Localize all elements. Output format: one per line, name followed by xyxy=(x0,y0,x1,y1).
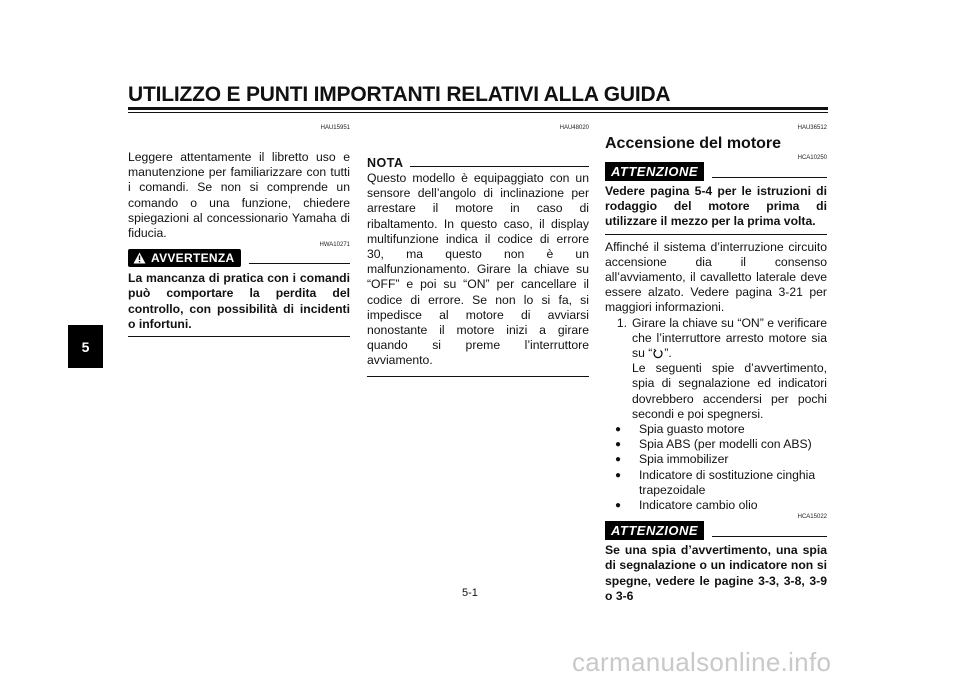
attention-text: Vedere pagina 5-4 per le istruzioni di rodaggio del motore prima di utilizzare il mezzo per la prima volta. xyxy=(605,184,827,229)
note-header xyxy=(367,156,589,170)
reference-code: HWA10271 xyxy=(319,242,350,249)
warning-header xyxy=(128,249,350,267)
reference-code: HCA15022 xyxy=(797,514,827,521)
column-left xyxy=(128,124,350,337)
column-right xyxy=(605,124,827,604)
divider xyxy=(605,234,827,235)
page-title: UTILIZZO E PUNTI IMPORTANTI RELATIVI ALLA GUIDA xyxy=(128,83,671,106)
divider xyxy=(367,376,589,377)
bullet-icon: ● xyxy=(615,439,622,451)
chapter-tab: 5 xyxy=(68,325,103,368)
step-number: 1. xyxy=(616,315,627,330)
list-item xyxy=(605,468,827,498)
warning-text: La mancanza di pratica con i comandi può comportare la perdita del controllo, con possibilità di incidenti o infortuni. xyxy=(128,271,350,331)
divider xyxy=(410,166,590,167)
title-rule xyxy=(128,107,828,110)
list-item xyxy=(605,437,827,452)
bullet-icon: ● xyxy=(615,500,622,512)
indicator-list xyxy=(605,422,827,513)
reference-code: HAU15951 xyxy=(320,125,350,131)
step-text xyxy=(632,316,827,362)
note-text: Questo modello è equipaggiato con un sensore dell’angolo di inclinazione per arrestare il motore in caso di ribaltamento. In questo caso, il display multifunzione indica il codice di errore 30, ma questo non è un malfunzionamento. Girare la chiave su “OFF” e poi su “ON” per cancellare il codice di errore. Se non lo si fa, si impedisce al motore di avviarsi nonostante il motore inizi a girare quando si preme l’interruttore avviamento. xyxy=(367,171,589,368)
intro-paragraph: Leggere attentamente il libretto uso e manutenzione per familiarizzare con tutti i comandi. Se non si comprende un comando o una funzione, chiedere spiegazioni al concessionario Yamaha di fiducia. xyxy=(128,150,350,241)
attention-header xyxy=(605,521,827,540)
bullet-icon: ● xyxy=(615,469,622,481)
page-number: 5-1 xyxy=(462,587,478,599)
list-item-text: Indicatore di sostituzione cinghia trapezoidale xyxy=(639,467,816,497)
list-item xyxy=(605,452,827,467)
list-item xyxy=(605,422,827,437)
warning-badge xyxy=(128,249,241,267)
attention-text: Se una spia d’avvertimento, una spia di segnalazione o un indicatore non si spegne, vedere le pagine 3-3, 3-8, 3-9 o 3-6 xyxy=(605,543,827,603)
attention-badge: ATTENZIONE xyxy=(605,521,704,540)
divider xyxy=(712,177,827,178)
title-rule-thin xyxy=(128,112,828,113)
note-label: NOTA xyxy=(367,156,404,170)
step-text-part: Girare la chiave su “ON” e verificare che l’interruttore arresto motore sia su “ xyxy=(632,315,827,361)
reference-code: HAU36512 xyxy=(797,125,827,131)
attention-badge: ATTENZIONE xyxy=(605,162,704,181)
list-item-text: Spia immobilizer xyxy=(639,452,729,467)
divider xyxy=(128,336,350,337)
list-item xyxy=(605,498,827,513)
divider xyxy=(249,263,350,264)
list-item-text: Indicatore cambio olio xyxy=(639,498,758,513)
section-heading: Accensione del motore xyxy=(605,135,782,152)
bullet-icon: ● xyxy=(615,454,622,466)
step-text-part: ”. xyxy=(664,346,672,361)
list-item-text: Spia ABS (per modelli con ABS) xyxy=(639,437,812,452)
reference-code: HCA10250 xyxy=(797,155,827,161)
column-middle xyxy=(367,124,589,377)
watermark: carmanualsonline.info xyxy=(572,647,832,677)
list-item-text: Spia guasto motore xyxy=(639,422,745,437)
divider xyxy=(712,536,827,537)
step-text: Le seguenti spie d’avvertimento, spia di segnalazione ed indicatori dovrebbero accendersi per pochi secondi e poi spegnersi. xyxy=(632,361,827,421)
numbered-step-cont xyxy=(605,361,827,422)
reference-code: HAU48020 xyxy=(559,125,589,131)
warning-label: AVVERTENZA xyxy=(151,251,235,266)
warning-triangle-icon xyxy=(133,252,146,264)
attention-header xyxy=(605,162,827,181)
engine-stop-run-icon xyxy=(652,348,664,359)
body-paragraph: Affinché il sistema d’interruzione circuito accensione dia il consenso all’avviamento, il cavalletto laterale deve essere alzato. Vedere pagina 3-21 per maggiori informazioni. xyxy=(605,239,827,315)
bullet-icon: ● xyxy=(615,424,622,436)
numbered-step xyxy=(605,316,827,362)
